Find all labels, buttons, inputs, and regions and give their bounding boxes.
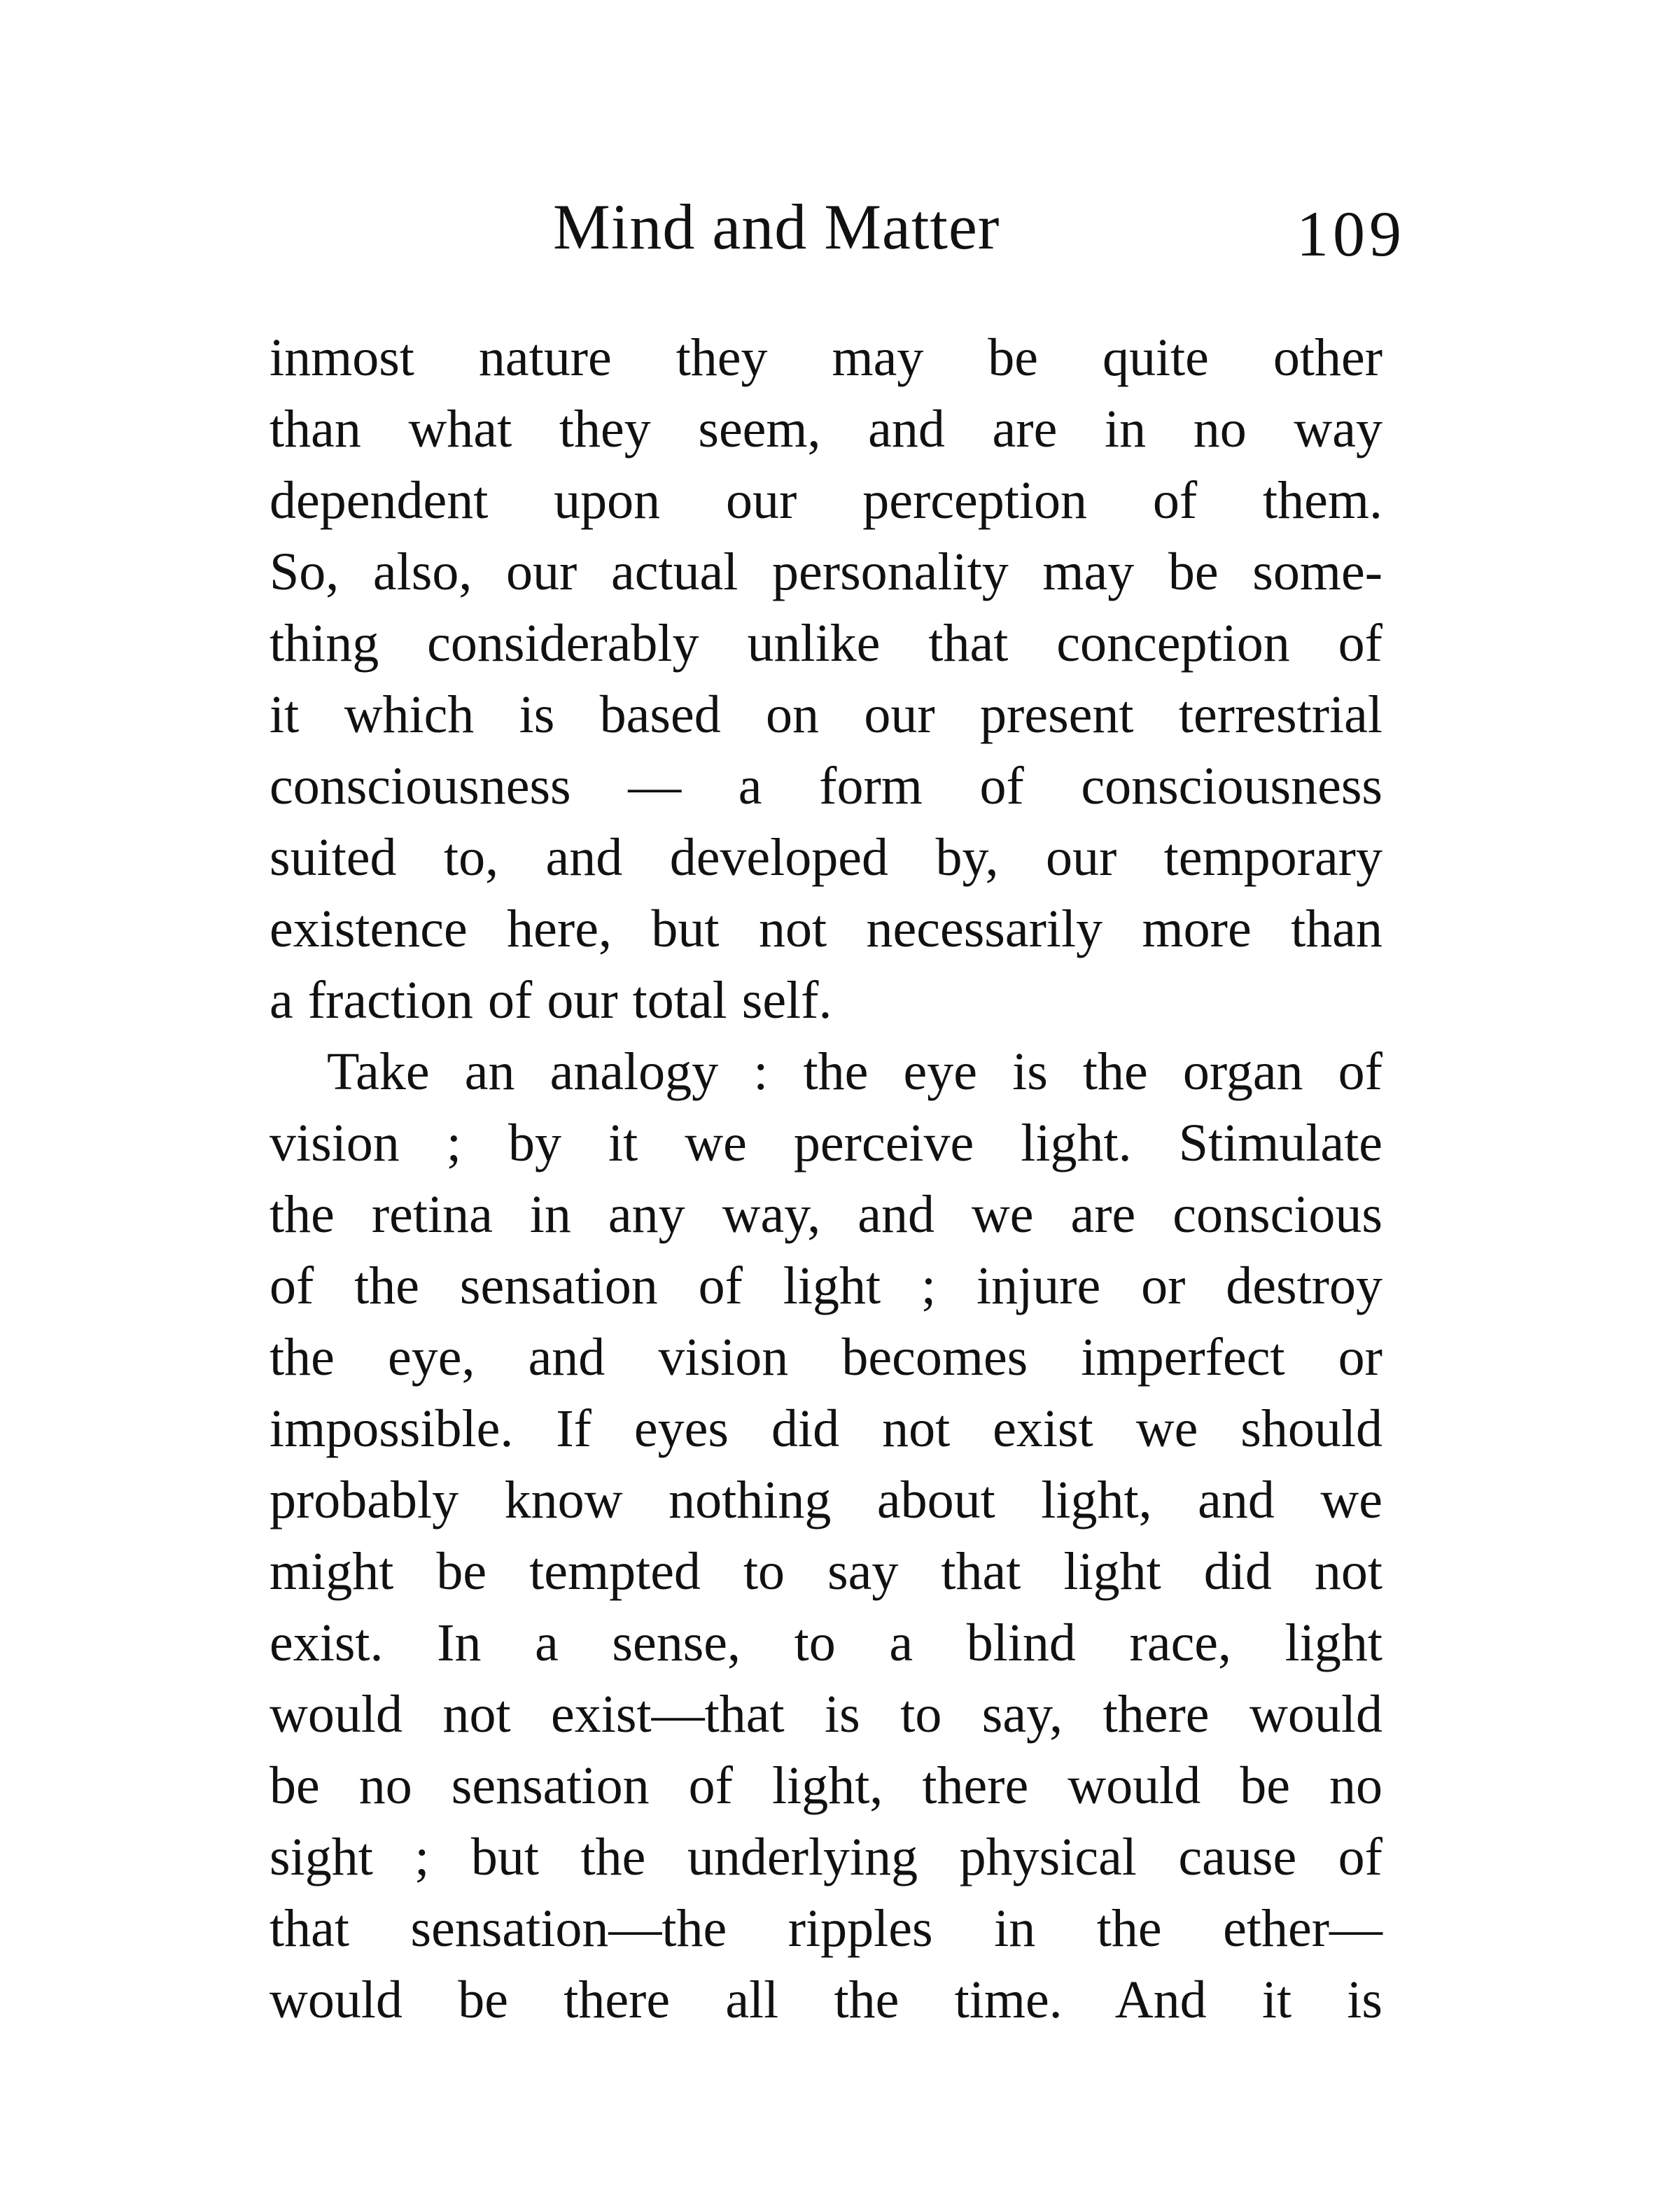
text-line: existence here, but not necessarily more than	[270, 899, 1382, 958]
text-line: inmost nature they may be quite other	[270, 328, 1382, 387]
text-line: sight ; but the underlying physical cause of	[270, 1828, 1382, 1886]
text-line: So, also, our actual personality may be some-	[270, 542, 1382, 601]
text-line: exist. In a sense, to a blind race, light	[270, 1614, 1382, 1672]
text-line: consciousness — a form of consciousness	[270, 757, 1382, 816]
text-line: vision ; by it we perceive light. Stimulate	[270, 1114, 1382, 1172]
text-line: than what they seem, and are in no way	[270, 400, 1382, 458]
text-line: dependent upon our perception of them.	[270, 471, 1382, 530]
text-line: would be there all the time. And it is	[270, 1970, 1382, 2029]
paragraph-1	[270, 322, 1382, 1036]
text-line: impossible. If eyes did not exist we should	[270, 1399, 1382, 1458]
page-number: 109	[1296, 198, 1406, 270]
text-line: it which is based on our present terrestrial	[270, 685, 1382, 744]
text-line: would not exist—that is to say, there would	[270, 1685, 1382, 1744]
text-line: thing considerably unlike that conception of	[270, 614, 1382, 673]
text-line: Take an analogy : the eye is the organ of	[327, 1042, 1382, 1101]
text-line: of the sensation of light ; injure or destroy	[270, 1256, 1382, 1315]
running-head-title: Mind and Matter	[553, 191, 1000, 262]
text-line: suited to, and developed by, our temporary	[270, 828, 1382, 887]
text-line: probably know nothing about light, and we	[270, 1471, 1382, 1530]
text-line: the retina in any way, and we are conscious	[270, 1185, 1382, 1244]
text-line: be no sensation of light, there would be no	[270, 1756, 1382, 1815]
text-line: a fraction of our total self.	[270, 971, 832, 1030]
body-text	[270, 322, 1382, 2036]
text-line: might be tempted to say that light did not	[270, 1542, 1382, 1601]
paragraph-2	[270, 1036, 1382, 2036]
text-line: that sensation—the ripples in the ether—	[270, 1899, 1382, 1958]
text-line: the eye, and vision becomes imperfect or	[270, 1328, 1382, 1387]
